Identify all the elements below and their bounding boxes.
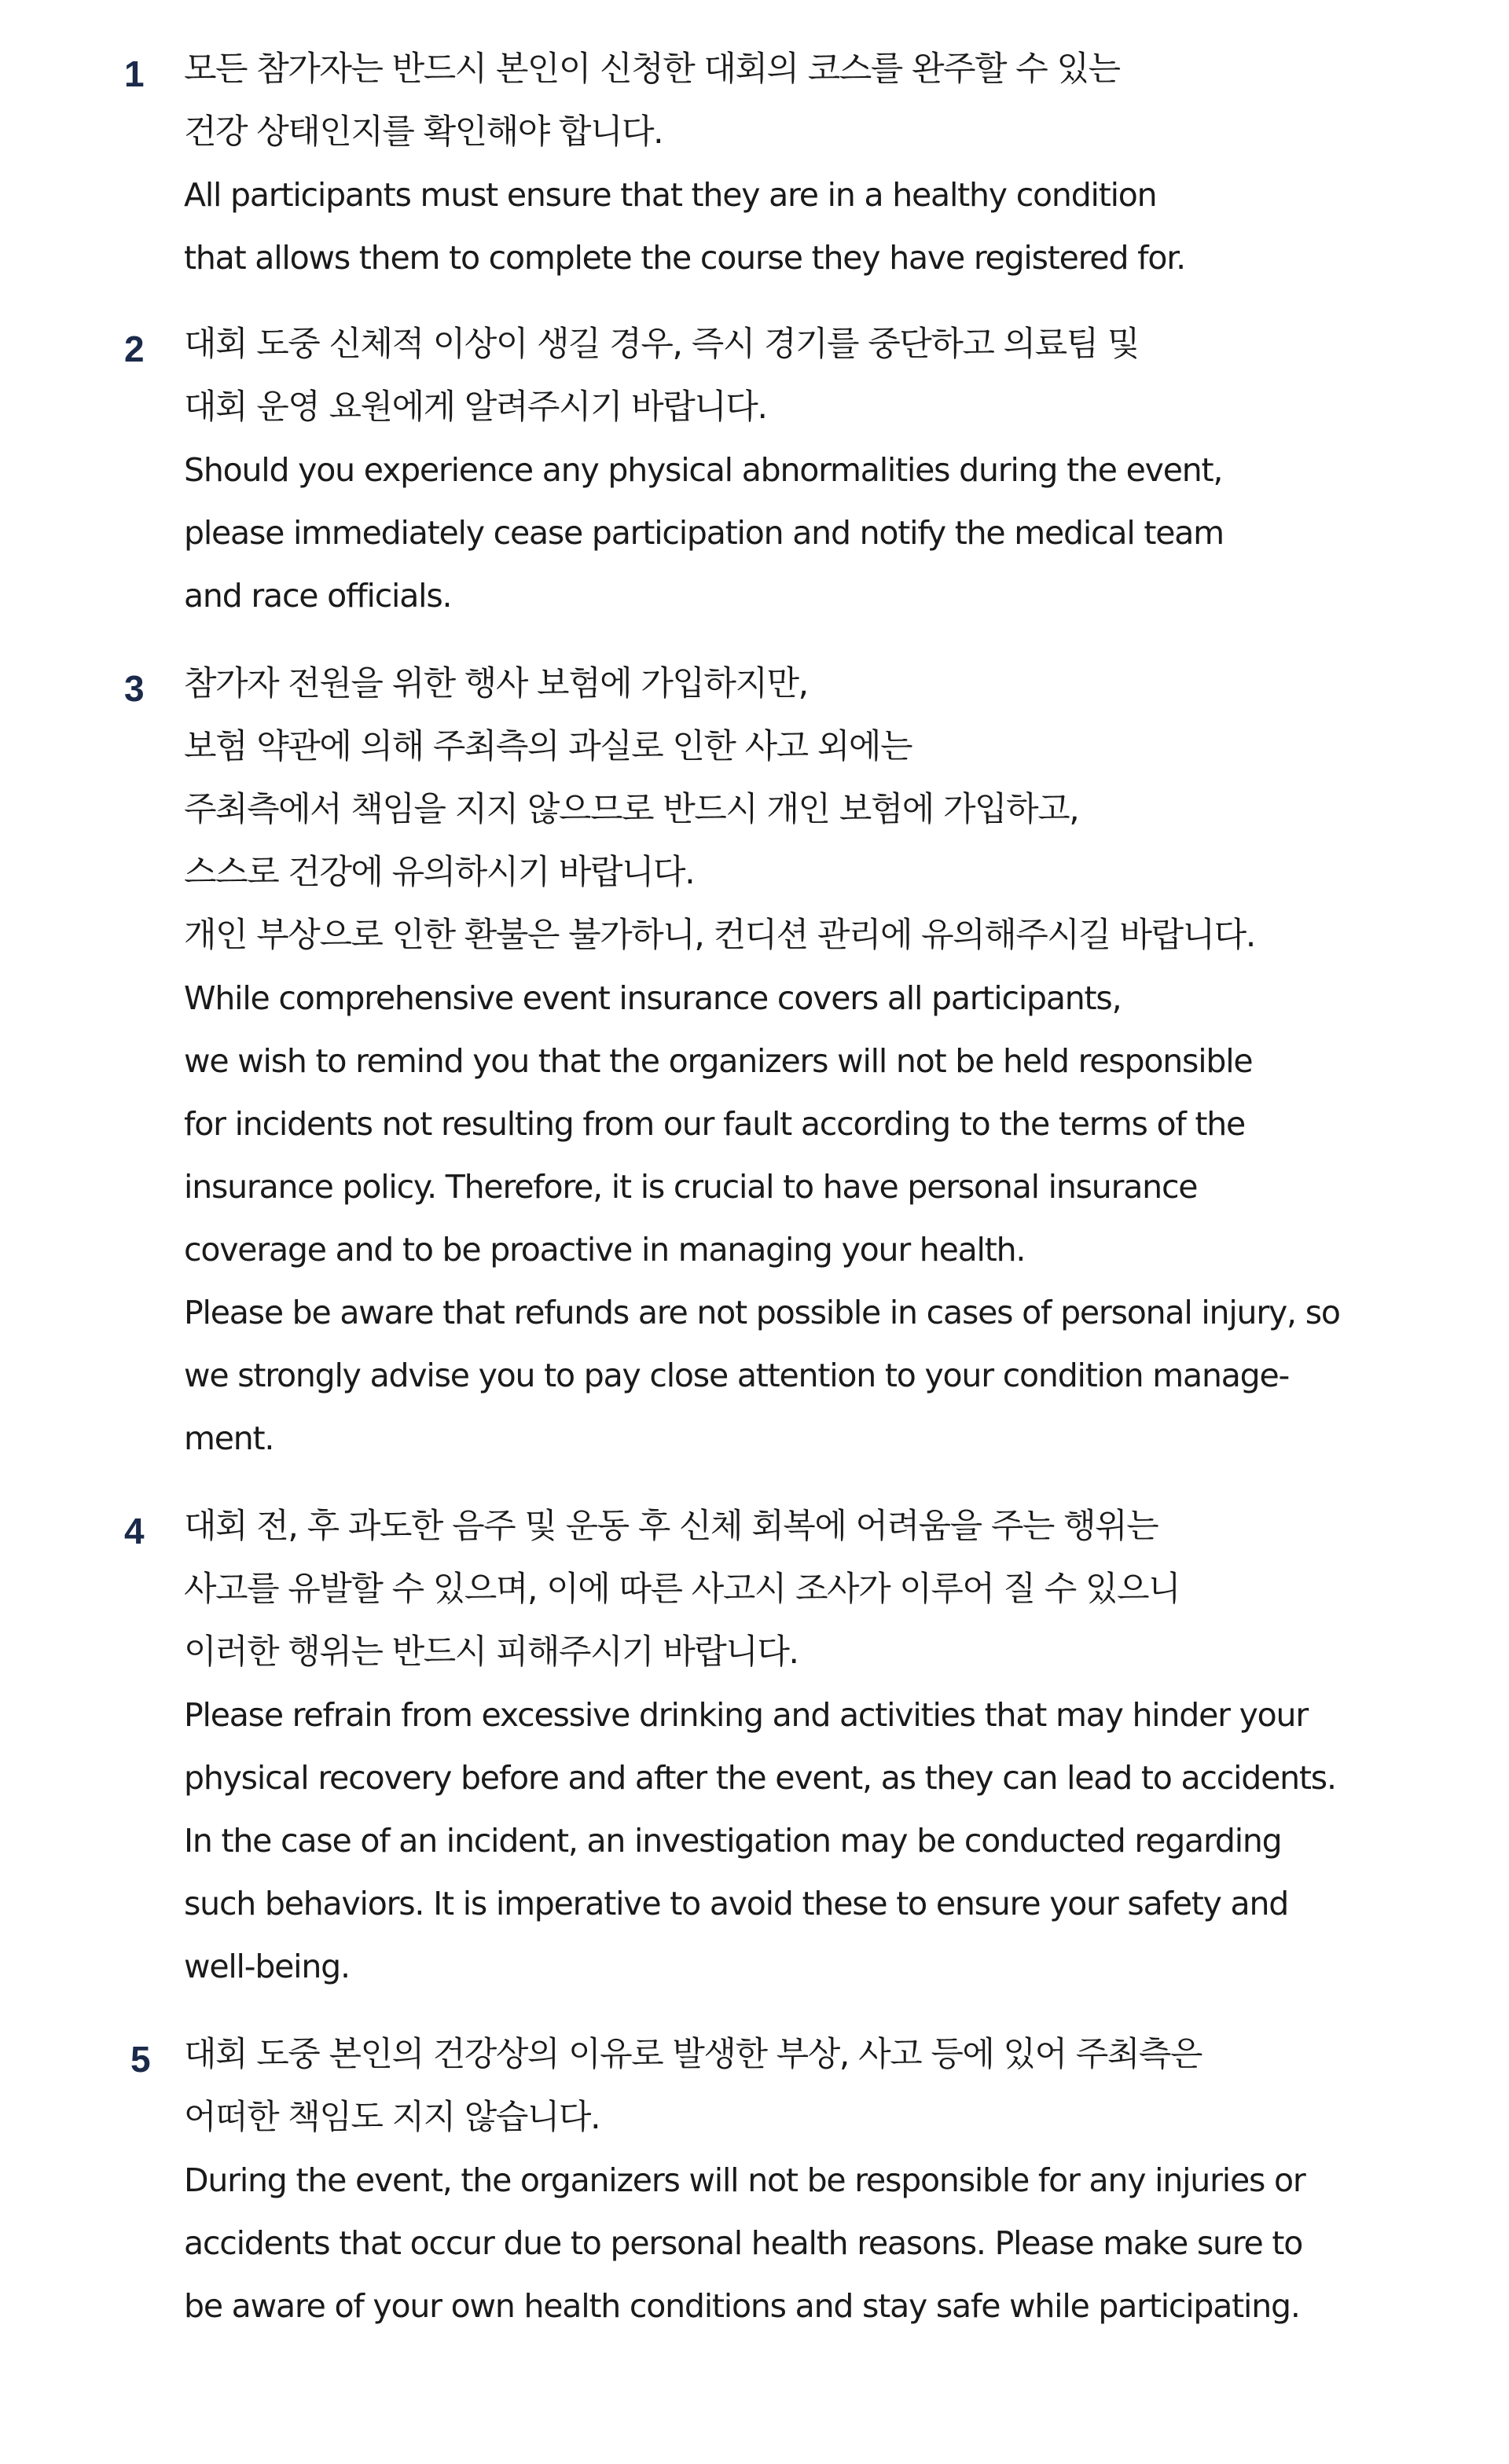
korean-text-line: 모든 참가자는 반드시 본인이 신청한 대회의 코스를 완주할 수 있는 xyxy=(184,50,1120,89)
item-number: 5 xyxy=(130,2039,151,2080)
english-text-line: that allows them to complete the course they have registered for. xyxy=(184,239,1185,277)
english-text-line: During the event, the organizers will not be responsible for any injuries or xyxy=(184,2161,1305,2199)
korean-text-line: 사고를 유발할 수 있으며, 이에 따른 사고시 조사가 이루어 질 수 있으니 xyxy=(184,1570,1180,1609)
item-text xyxy=(184,38,1473,289)
english-text-line: ment. xyxy=(184,1419,274,1457)
english-text-line: While comprehensive event insurance covers all participants, xyxy=(184,979,1122,1017)
english-text-line: be aware of your own health conditions and stay safe while participating. xyxy=(184,2287,1300,2325)
english-text-line: well-being. xyxy=(184,1948,350,1985)
item-text xyxy=(184,652,1473,1470)
english-text-line: we wish to remind you that the organizers will not be held responsible xyxy=(184,1042,1253,1080)
english-text-line: coverage and to be proactive in managing your health. xyxy=(184,1231,1026,1269)
item-number: 2 xyxy=(124,329,145,369)
korean-text-line: 주최측에서 책임을 지지 않으므로 반드시 개인 보험에 가입하고, xyxy=(184,790,1079,829)
english-text-line: for incidents not resulting from our fault according to the terms of the xyxy=(184,1105,1246,1143)
korean-text-line: 참가자 전원을 위한 행사 보험에 가입하지만, xyxy=(184,664,808,703)
english-text-line: In the case of an incident, an investigation may be conducted regarding xyxy=(184,1822,1282,1860)
item-text xyxy=(184,2023,1473,2337)
english-text-line: insurance policy. Therefore, it is crucial to have personal insurance xyxy=(184,1168,1198,1206)
english-text-line: Please be aware that refunds are not possible in cases of personal injury, so xyxy=(184,1294,1340,1331)
english-text-line: we strongly advise you to pay close attention to your condition manage- xyxy=(184,1357,1290,1394)
item-number: 4 xyxy=(124,1511,145,1551)
korean-text-line: 대회 운영 요원에게 알려주시기 바랍니다. xyxy=(184,387,767,427)
korean-text-line: 대회 전, 후 과도한 음주 및 운동 후 신체 회복에 어려움을 주는 행위는 xyxy=(184,1507,1158,1546)
korean-text-line: 개인 부상으로 인한 환불은 불가하니, 컨디션 관리에 유의해주시길 바랍니다. xyxy=(184,916,1255,955)
english-text-line: physical recovery before and after the event, as they can lead to accidents. xyxy=(184,1759,1336,1797)
english-text-line: and race officials. xyxy=(184,577,452,615)
korean-text-line: 이러한 행위는 반드시 피해주시기 바랍니다. xyxy=(184,1632,799,1672)
korean-text-line: 스스로 건강에 유의하시기 바랍니다. xyxy=(184,853,695,892)
english-text-line: All participants must ensure that they are in a healthy condition xyxy=(184,176,1157,214)
korean-text-line: 보험 약관에 의해 주최측의 과실로 인한 사고 외에는 xyxy=(184,727,912,766)
korean-text-line: 어떠한 책임도 지지 않습니다. xyxy=(184,2098,600,2137)
english-text-line: Please refrain from excessive drinking and activities that may hinder your xyxy=(184,1696,1309,1734)
item-text xyxy=(184,1495,1473,1998)
korean-text-line: 건강 상태인지를 확인해야 합니다. xyxy=(184,112,663,152)
korean-text-line: 대회 도중 본인의 건강상의 이유로 발생한 부상, 사고 등에 있어 주최측은 xyxy=(184,2035,1202,2074)
english-text-line: such behaviors. It is imperative to avoid these to ensure your safety and xyxy=(184,1885,1289,1922)
item-text xyxy=(184,313,1473,627)
korean-text-line: 대회 도중 신체적 이상이 생길 경우, 즉시 경기를 중단하고 의료팀 및 xyxy=(184,325,1139,364)
english-text-line: please immediately cease participation and notify the medical team xyxy=(184,514,1224,552)
english-text-line: Should you experience any physical abnormalities during the event, xyxy=(184,451,1223,489)
english-text-line: accidents that occur due to personal health reasons. Please make sure to xyxy=(184,2224,1303,2262)
item-number: 3 xyxy=(124,668,145,709)
item-number: 1 xyxy=(124,53,145,94)
